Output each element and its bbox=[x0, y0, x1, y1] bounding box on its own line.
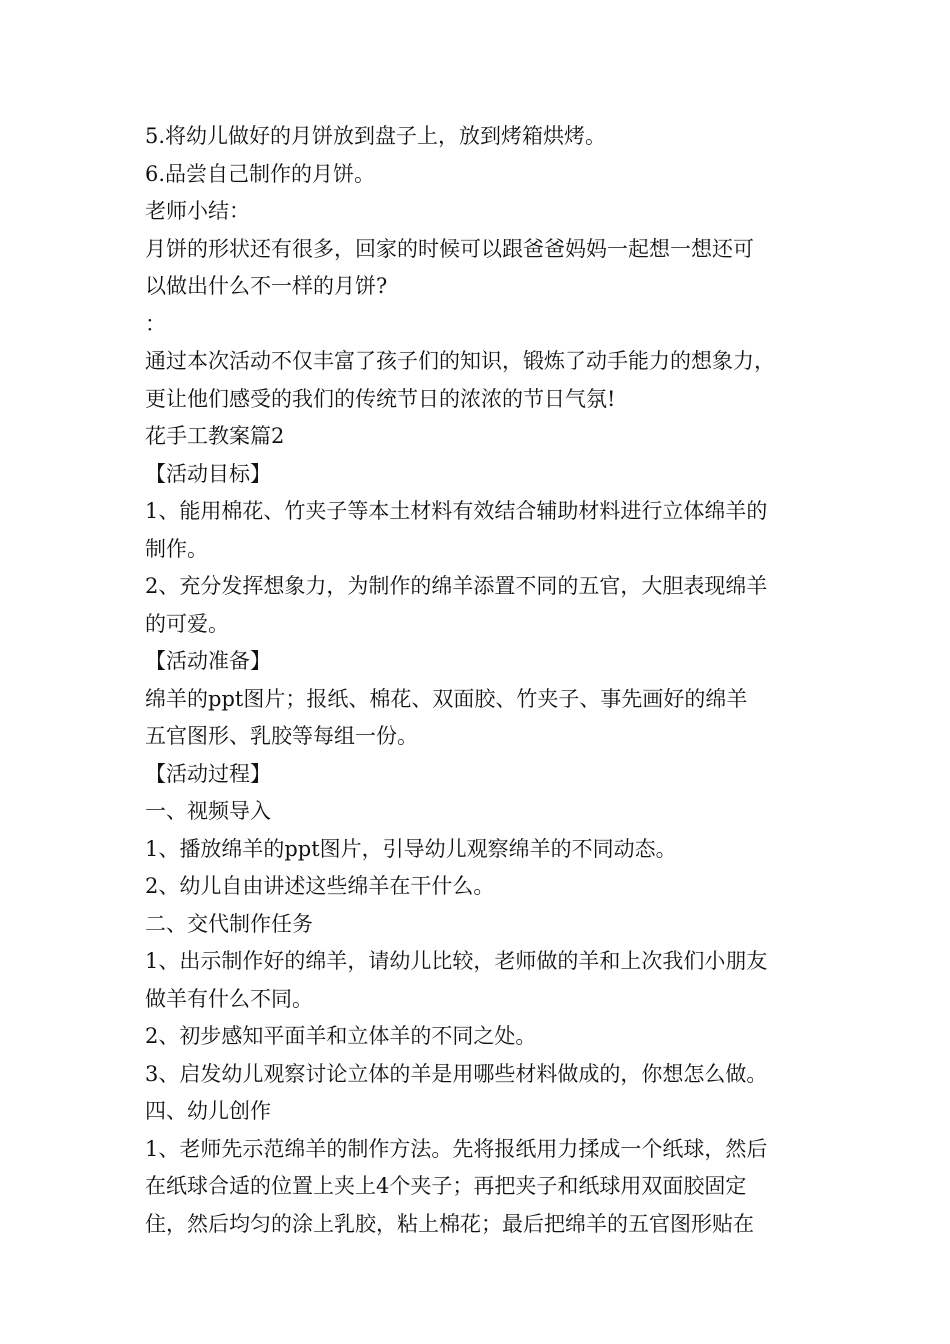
text-line: ： bbox=[145, 311, 166, 336]
text-line: 住，然后均匀的涂上乳胶，粘上棉花；最后把绵羊的五官图形贴在 bbox=[145, 1211, 754, 1236]
text-line: 1、能用棉花、竹夹子等本土材料有效结合辅助材料进行立体绵羊的 bbox=[145, 499, 768, 523]
text-line: 2、幼儿自由讲述这些绵羊在干什么。 bbox=[145, 874, 495, 898]
text-line: 1、老师先示范绵羊的制作方法。先将报纸用力揉成一个纸球，然后 bbox=[145, 1136, 768, 1161]
text-line: 制作。 bbox=[145, 536, 208, 561]
subsection-heading: 一、视频导入 bbox=[145, 799, 271, 823]
section-heading: 【活动准备】 bbox=[145, 649, 271, 673]
text-line: 做羊有什么不同。 bbox=[145, 986, 313, 1011]
section-heading: 【活动过程】 bbox=[145, 761, 271, 786]
text-line: 3、启发幼儿观察讨论立体的羊是用哪些材料做成的，你想怎么做。 bbox=[145, 1061, 768, 1086]
text-line: 更让他们感受的我们的传统节日的浓浓的节日气氛! bbox=[145, 386, 616, 411]
text-line: 在纸球合适的位置上夹上4个夹子；再把夹子和纸球用双面胶固定 bbox=[145, 1174, 747, 1198]
document-title: 花手工教案篇2 bbox=[145, 424, 285, 448]
text-line: 6.品尝自己制作的月饼。 bbox=[145, 161, 376, 186]
subsection-heading: 四、幼儿创作 bbox=[145, 1099, 271, 1123]
text-line: 1、出示制作好的绵羊，请幼儿比较，老师做的羊和上次我们小朋友 bbox=[145, 949, 768, 973]
subsection-heading: 二、交代制作任务 bbox=[145, 911, 313, 936]
text-line: 月饼的形状还有很多，回家的时候可以跟爸爸妈妈一起想一想还可 bbox=[145, 236, 754, 261]
text-line: 通过本次活动不仅丰富了孩子们的知识，锻炼了动手能力的想象力， bbox=[145, 349, 775, 373]
text-line: 1、播放绵羊的ppt图片，引导幼儿观察绵羊的不同动态。 bbox=[145, 836, 677, 861]
text-line: 2、充分发挥想象力，为制作的绵羊添置不同的五官，大胆表现绵羊 bbox=[145, 574, 768, 598]
text-line: 五官图形、乳胶等每组一份。 bbox=[145, 724, 418, 748]
section-heading: 老师小结： bbox=[145, 199, 250, 223]
text-line: 2、初步感知平面羊和立体羊的不同之处。 bbox=[145, 1024, 537, 1048]
text-line: 绵羊的ppt图片；报纸、棉花、双面胶、竹夹子、事先画好的绵羊 bbox=[145, 686, 748, 711]
text-line: 以做出什么不一样的月饼? bbox=[145, 274, 388, 298]
document-body bbox=[145, 118, 825, 1243]
section-heading: 【活动目标】 bbox=[145, 461, 271, 486]
text-line: 5.将幼儿做好的月饼放到盘子上，放到烤箱烘烤。 bbox=[145, 124, 607, 148]
text-line: 的可爱。 bbox=[145, 611, 229, 636]
